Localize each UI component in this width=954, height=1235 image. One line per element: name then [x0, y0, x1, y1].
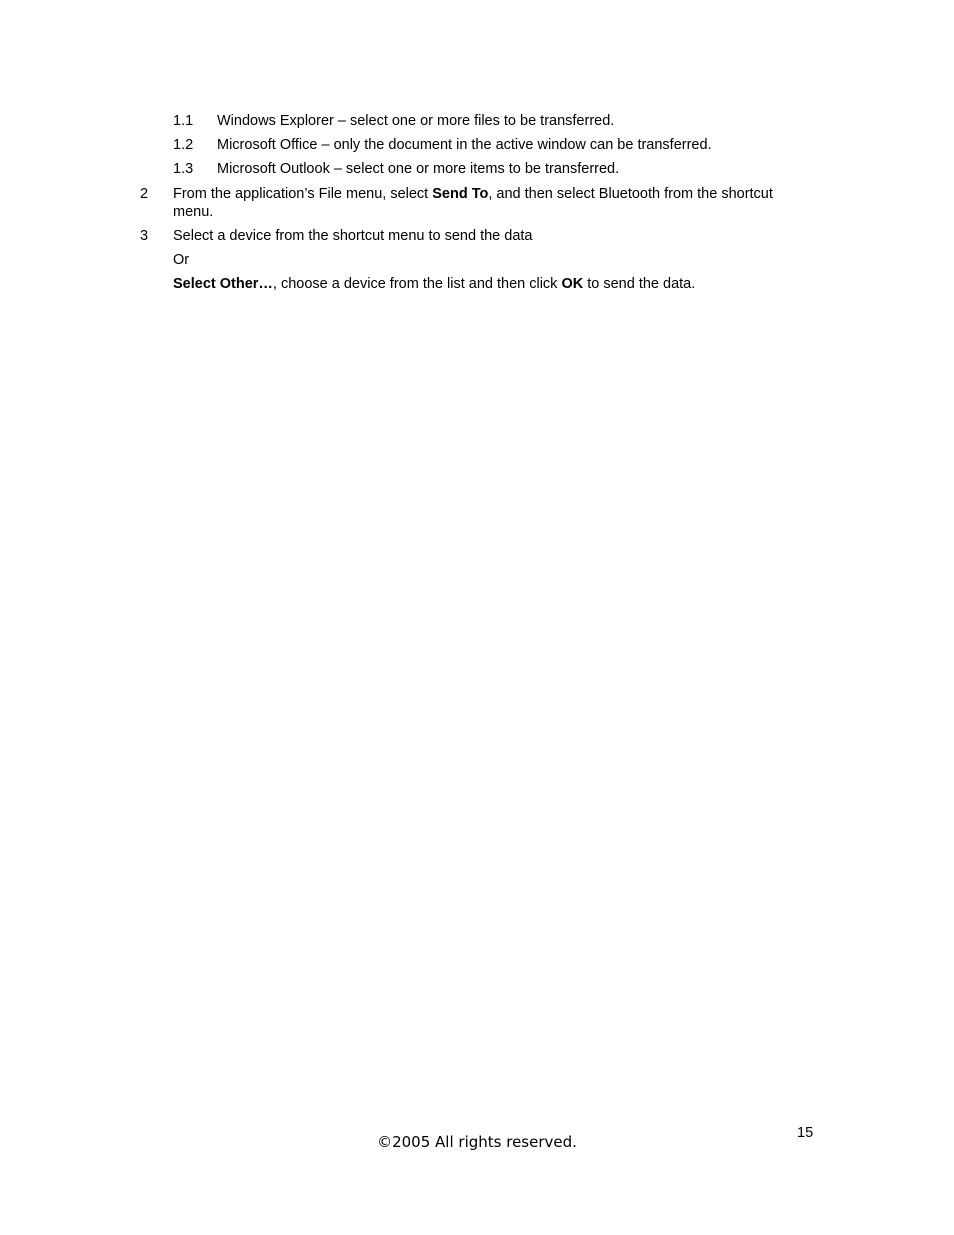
step-number-1-2: 1.2 — [173, 137, 194, 153]
step-3-alternative — [173, 275, 695, 293]
step-text-1-1: Windows Explorer – select one or more files to be transferred. — [217, 113, 615, 129]
step-number-2: 2 — [140, 186, 149, 202]
step-text-2 — [173, 185, 773, 221]
or-text: Or — [173, 252, 190, 268]
copyright-footer: ©2005 All rights reserved. — [377, 1133, 577, 1151]
step-number-1-3: 1.3 — [173, 161, 194, 177]
select-other-label: Select Other… — [173, 276, 273, 292]
step-2-text-after: , and then select Bluetooth from the shortcut menu. — [173, 186, 773, 220]
step-text-3: Select a device from the shortcut menu to send the data — [173, 228, 533, 244]
step-number-3: 3 — [140, 228, 149, 244]
step-3-alt-text-2: to send the data. — [583, 276, 696, 292]
step-3-alt-text-1: , choose a device from the list and then click — [272, 276, 562, 292]
step-2-text-before: From the application’s File menu, select — [173, 186, 433, 202]
step-number-1-1: 1.1 — [173, 113, 194, 129]
send-to-label: Send To — [432, 186, 489, 202]
step-text-1-2: Microsoft Office – only the document in the active window can be transferred. — [217, 137, 712, 153]
ok-label: OK — [561, 276, 584, 292]
step-text-1-3: Microsoft Outlook – select one or more items to be transferred. — [217, 161, 620, 177]
page-number: 15 — [797, 1125, 814, 1141]
